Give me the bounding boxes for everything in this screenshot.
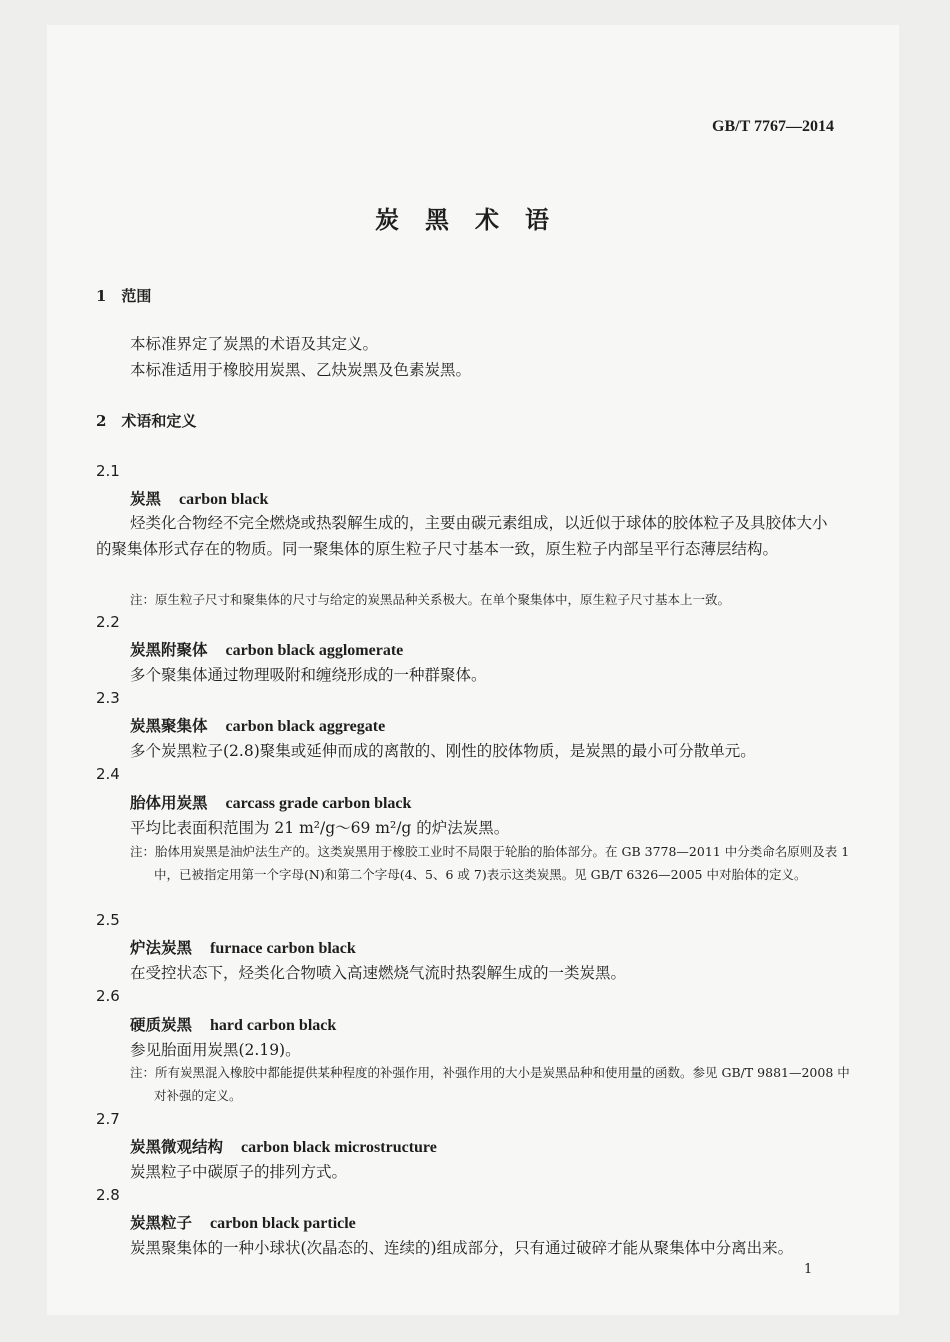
term-en: carbon black aggregate [225, 718, 386, 735]
term-definition: 炭黑粒子中碳原子的排列方式。 [130, 1163, 348, 1181]
term-title [130, 714, 385, 736]
term-en: carcass grade carbon black [225, 795, 412, 812]
term-title [130, 1135, 437, 1157]
term-note: 注：原生粒子尺寸和聚集体的尺寸与给定的炭黑品种关系极大。在单个聚集体中，原生粒子尺寸基本上一致。 [130, 592, 731, 607]
term-title [130, 487, 268, 509]
section-1-paragraph-2: 本标准适用于橡胶用炭黑、乙炔炭黑及色素炭黑。 [130, 361, 472, 379]
term-note: 注：胎体用炭黑是油炉法生产的。这类炭黑用于橡胶工业时不局限于轮胎的胎体部分。在 GB 3778—2011 中分类命名原则及表 1 中，已被指定用第一个字母(N)和第二个字母(4、5、6 或 7)表示这类炭黑。见 GB/T 6326—2005 中对胎体的定义。 [130, 844, 850, 882]
term-zh: 炭黑 [130, 489, 162, 508]
term-en: carbon black agglomerate [225, 642, 404, 659]
section-1-heading: 1 范围 [96, 287, 152, 305]
term-zh: 炭黑粒子 [130, 1213, 193, 1232]
standard-number: GB/T 7767—2014 [712, 118, 834, 135]
term-note: 注：所有炭黑混入橡胶中都能提供某种程度的补强作用，补强作用的大小是炭黑品种和使用量的函数。参见 GB/T 9881—2008 中对补强的定义。 [130, 1065, 850, 1103]
term-zh: 炭黑聚集体 [130, 716, 208, 735]
term-definition: 烃类化合物经不完全燃烧或热裂解生成的，主要由碳元素组成，以近似于球体的胶体粒子及具胶体大小的聚集体形式存在的物质。同一聚集体的原生粒子尺寸基本一致，原生粒子内部呈平行态薄层结构。 [96, 514, 828, 558]
term-number: 2.5 [96, 911, 120, 929]
term-title [130, 791, 411, 813]
term-zh: 硬质炭黑 [130, 1015, 193, 1034]
term-zh: 胎体用炭黑 [130, 793, 208, 812]
term-definition: 多个聚集体通过物理吸附和缠绕形成的一种群聚体。 [130, 666, 487, 684]
term-zh: 炭黑附聚体 [130, 640, 208, 659]
term-en: furnace carbon black [210, 940, 356, 957]
term-en: carbon black particle [210, 1215, 356, 1232]
term-definition: 平均比表面积范围为 21 m²/g～69 m²/g 的炉法炭黑。 [130, 819, 510, 837]
page-number: 1 [804, 1262, 813, 1277]
term-title [130, 1211, 356, 1233]
term-number: 2.6 [96, 987, 120, 1005]
term-en: hard carbon black [210, 1017, 337, 1034]
term-title [130, 936, 356, 958]
section-1-paragraph-1: 本标准界定了炭黑的术语及其定义。 [130, 335, 379, 353]
term-number: 2.3 [96, 689, 120, 707]
term-number: 2.4 [96, 765, 120, 783]
term-en: carbon black microstructure [241, 1139, 437, 1156]
term-number: 2.1 [96, 462, 120, 480]
term-zh: 炭黑微观结构 [130, 1137, 224, 1156]
term-number: 2.8 [96, 1186, 120, 1204]
term-en: carbon black [179, 491, 269, 508]
section-2-heading: 2 术语和定义 [96, 412, 197, 430]
term-number: 2.2 [96, 613, 120, 631]
term-title [130, 1013, 336, 1035]
document-title: 炭黑术语 [375, 205, 575, 234]
term-definition: 参见胎面用炭黑(2.19)。 [130, 1041, 301, 1059]
term-definition: 多个炭黑粒子(2.8)聚集或延伸而成的离散的、刚性的胶体物质，是炭黑的最小可分散单元。 [130, 742, 756, 760]
term-zh: 炉法炭黑 [130, 938, 193, 957]
term-definition: 炭黑聚集体的一种小球状(次晶态的、连续的)组成部分，只有通过破碎才能从聚集体中分离出来。 [130, 1239, 794, 1257]
term-title [130, 638, 403, 660]
term-definition: 在受控状态下，烃类化合物喷入高速燃烧气流时热裂解生成的一类炭黑。 [130, 964, 627, 982]
term-number: 2.7 [96, 1110, 120, 1128]
